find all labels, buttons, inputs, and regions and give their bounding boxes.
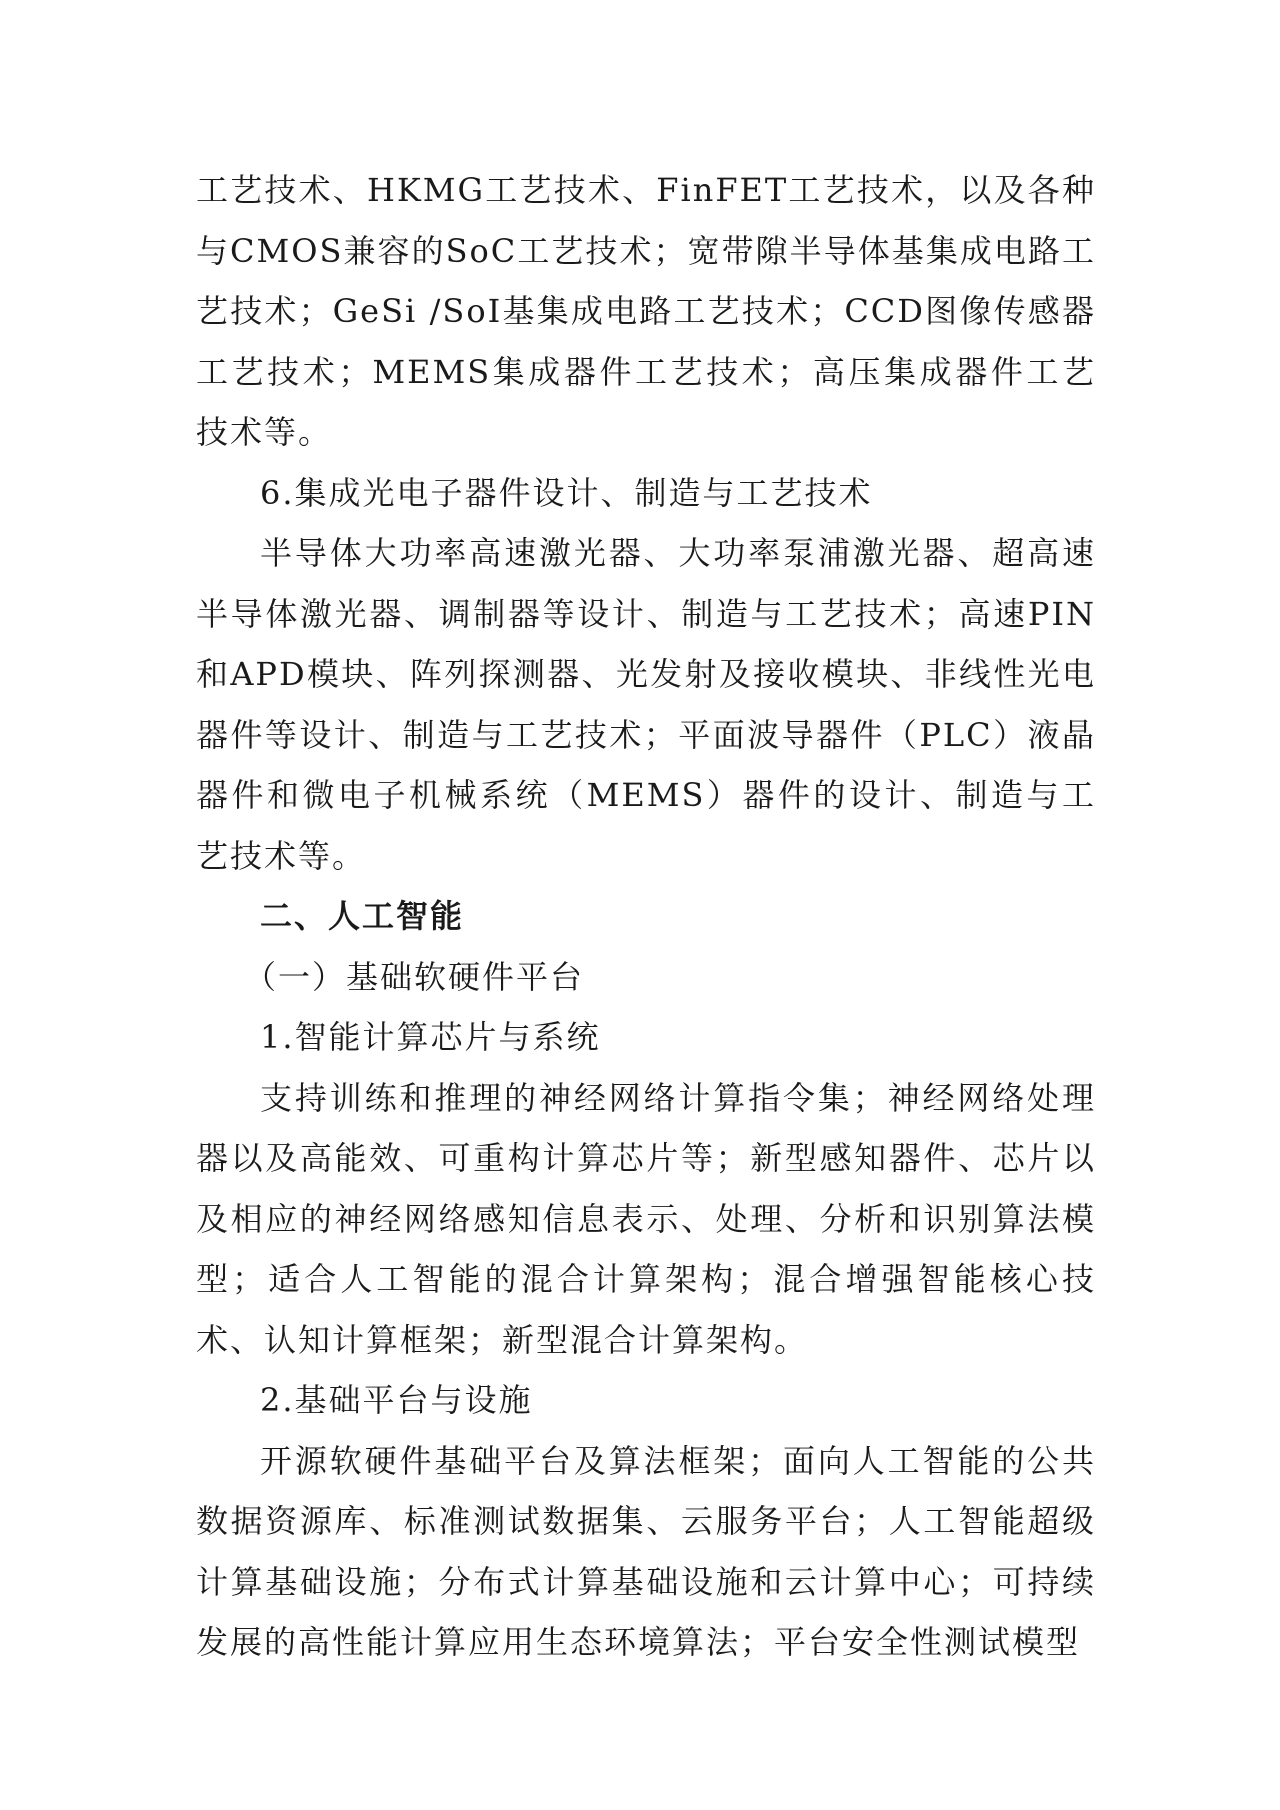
section-heading-6: 6.集成光电子器件设计、制造与工艺技术 bbox=[260, 473, 873, 512]
body-paragraph-chip: 支持训练和推理的神经网络计算指令集；神经网络处理器以及高能效、可重构计算芯片等；新型感知器件、芯片以及相应的神经网络感知信息表示、处理、分析和识别算法模型；适合人工智能的混合计算架构；混合增强智能核心技术、认知计算框架；新型混合计算架构。 bbox=[196, 1078, 1096, 1359]
body-paragraph-infrastructure: 开源软硬件基础平台及算法框架；面向人工智能的公共数据资源库、标准测试数据集、云服务平台；人工智能超级计算基础设施；分布式计算基础设施和云计算中心；可持续发展的高性能计算应用生态环境算法；平台安全性测试模型 bbox=[196, 1441, 1096, 1661]
body-paragraph-continued: 工艺技术、HKMG工艺技术、FinFET工艺技术，以及各种与CMOS兼容的SoC工艺技术；宽带隙半导体基集成电路工艺技术；GeSi /SoI基集成电路工艺技术；CCD图像传感器工艺技术；MEMS集成器件工艺技术；高压集成器件工艺技术等。 bbox=[196, 171, 1096, 451]
document-page bbox=[196, 160, 1096, 1673]
section-heading-chip: 1.智能计算芯片与系统 bbox=[260, 1018, 601, 1056]
body-paragraph-optoelectronics: 半导体大功率高速激光器、大功率泵浦激光器、超高速半导体激光器、调制器等设计、制造与工艺技术；高速PIN和APD模块、阵列探测器、光发射及接收模块、非线性光电器件等设计、制造与工艺技术；平面波导器件（PLC）液晶器件和微电子机械系统（MEMS）器件的设计、制造与工艺技术等。 bbox=[196, 534, 1096, 875]
section-heading-infrastructure: 2.基础平台与设施 bbox=[260, 1381, 533, 1419]
chapter-heading-ai: 二、人工智能 bbox=[260, 897, 465, 935]
subsection-heading-platform: （一）基础软硬件平台 bbox=[244, 957, 585, 996]
